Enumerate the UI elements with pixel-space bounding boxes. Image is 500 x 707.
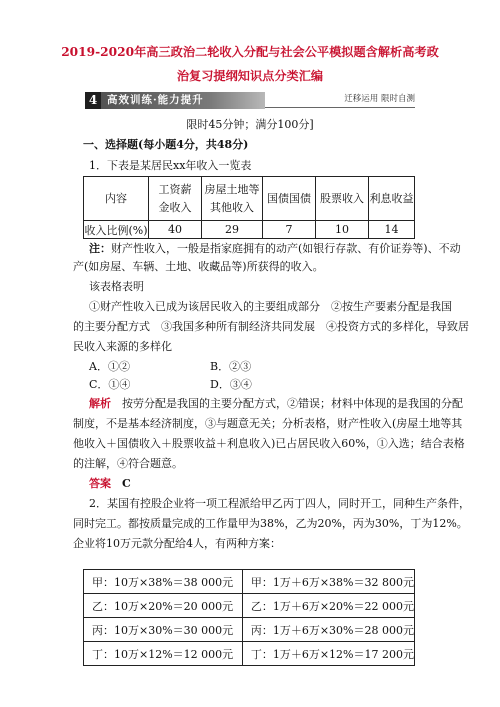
header-cell: 房屋土地等 其他收入 <box>202 177 263 221</box>
table-cell: 收入比例(%) <box>84 221 149 239</box>
analysis-line2: 制度，不是基本经济制度，③与题意无关；分析表格，财产性收入(房屋土地等其 <box>73 417 463 430</box>
plan2-cell: 丙：1万＋6万×30%＝28 000元 <box>242 618 414 642</box>
table-row <box>84 618 415 642</box>
table-row <box>84 594 415 618</box>
option-d[interactable]: D．③④ <box>210 378 252 391</box>
document-title-line1: 2019-2020年高三政治二轮收入分配与社会公平模拟题含解析高考政 <box>61 45 439 59</box>
banner-subtitle: 迁移运用 限时自测 <box>344 94 415 104</box>
document-title <box>40 40 460 88</box>
note-line2: 产(如房屋、车辆、土地、收藏品等)所获得的收入。 <box>73 260 324 273</box>
analysis-line1: 按劳分配是我国的主要分配方式，②错误；材料中体现的是我国的分配 <box>122 397 463 410</box>
analysis-paragraph <box>89 397 463 411</box>
analysis-line3: 他收入＋国债收入＋股票收益＋利息收入)已占居民收入60%，①入选；结合表格 <box>73 437 465 450</box>
header-cell: 利息收益 <box>369 177 415 221</box>
statement-line2: 的主要分配方式 ③我国多种所有制经济共同发展 ④投资方式的多样化，导致居 <box>73 320 469 333</box>
header-cell: 股票收入 <box>316 177 369 221</box>
section1-heading: 一、选择题(每小题4分，共48分) <box>83 138 249 151</box>
plan1-cell: 甲：10万×38%＝38 000元 <box>84 570 243 594</box>
table-cell: 14 <box>369 221 415 239</box>
banner-number: 4 <box>85 92 101 109</box>
header-cell: 工资薪 金收入 <box>149 177 202 221</box>
analysis-line4: 的注解，④符合题意。 <box>73 457 183 470</box>
table-note <box>89 242 461 256</box>
document-title-line2: 治复习提纲知识点分类汇编 <box>176 69 324 83</box>
option-c[interactable]: C．①④ <box>89 378 131 391</box>
table-cell: 7 <box>263 221 316 239</box>
note-label: 注： <box>89 242 111 255</box>
distribution-table <box>83 569 415 666</box>
plan1-cell: 丙：10万×30%＝30 000元 <box>84 618 243 642</box>
answer <box>89 477 131 491</box>
banner-title: 高效训练·能力提升 <box>107 94 204 106</box>
statement-line1: ①财产性收入已成为该居民收入的主要组成部分 ②按生产要素分配是我国 <box>89 300 452 313</box>
answer-value: C <box>122 477 131 490</box>
income-table-row <box>84 221 415 239</box>
note-line1: 财产性收入，一般是指家庭拥有的动产(如银行存款、有价证券等)、不动 <box>111 242 461 255</box>
table-cell: 10 <box>316 221 369 239</box>
answer-label: 答案 <box>89 477 111 490</box>
table-cell: 40 <box>149 221 202 239</box>
table-row <box>84 642 415 666</box>
header-cell: 内容 <box>84 177 149 221</box>
income-table-header-row <box>84 177 415 221</box>
q2-line1: 2．某国有控股企业将一项工程派给甲乙丙丁四人，同时开工，同种生产条件， <box>89 497 470 510</box>
banner-rule <box>265 107 415 108</box>
q1-stem: 1．下表是某居民xx年收入一览表 <box>89 159 252 172</box>
analysis-label: 解析 <box>89 397 111 410</box>
plan2-cell: 甲：1万＋6万×38%＝32 800元 <box>242 570 414 594</box>
q2-line2: 同时完工。都按质量完成的工作量甲为38%，乙为20%，丙为30%，丁为12%。 <box>73 517 468 530</box>
plan2-cell: 丁：1万＋6万×12%＝17 200元 <box>242 642 414 666</box>
table-cell: 29 <box>202 221 263 239</box>
option-b[interactable]: B．②③ <box>210 360 252 373</box>
plan1-cell: 乙：10万×20%＝20 000元 <box>84 594 243 618</box>
header-cell: 国债国债 <box>263 177 316 221</box>
q2-line3: 企业将10万元款分配给4人，有两种方案： <box>73 537 281 550</box>
table-row <box>84 570 415 594</box>
plan1-cell: 丁：10万×12%＝12 000元 <box>84 642 243 666</box>
plan2-cell: 乙：1万＋6万×20%＝22 000元 <box>242 594 414 618</box>
income-table <box>83 176 415 239</box>
section-banner <box>85 92 415 109</box>
option-a[interactable]: A．①② <box>89 360 130 373</box>
q1-prompt: 该表格表明 <box>89 280 144 293</box>
statement-line3: 民收入来源的多样化 <box>73 340 172 353</box>
time-limit: 限时45分钟；满分100分] <box>186 118 314 131</box>
